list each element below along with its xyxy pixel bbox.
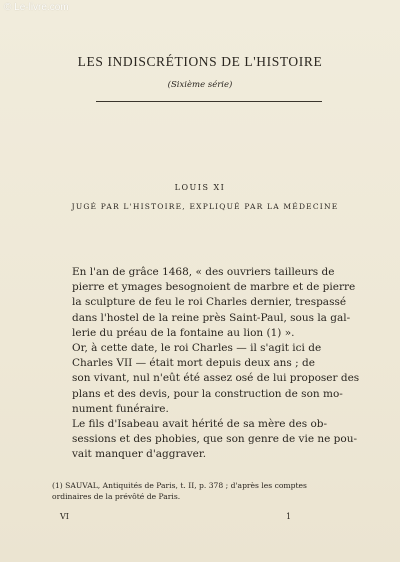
paragraph-1 [52,265,356,341]
footnote-line: ordinaires de la prévôté de Paris. [52,492,181,501]
text-line: lerie du préau de la fontaine au lion (1) ». [72,326,295,339]
text-line: plans et des devis, pour la construction de son mo- [72,387,343,400]
text-line: la sculpture de feu le roi Charles dernier, trespassé [72,296,347,309]
text-line: pierre et ymages besognoient de marbre et de pierre [72,281,356,294]
text-line: Le fils d'Isabeau avait hérité de sa mère des ob- [72,418,328,431]
text-line: sessions et des phobies, que son genre de vie ne pou- [72,433,358,446]
text-line: Charles VII — était mort depuis deux ans ; de [72,357,315,370]
page-number: 1 [286,512,292,521]
page-title: LES INDISCRÉTIONS DE L'HISTOIRE [77,54,323,69]
watermark: © Le-livre.com [4,2,69,13]
title-rule [96,101,322,102]
footnote-line: (1) SAUVAL, Antiquités de Paris, t. II, p. 378 ; d'après les comptes [52,481,307,490]
chapter-title: LOUIS XI [174,183,226,192]
page-subtitle: (Sixième série) [167,80,233,90]
footnotes [52,480,342,502]
paragraph-3 [52,417,358,463]
text-line: vait manquer d'aggraver. [72,448,207,461]
text-line: En l'an de grâce 1468, « des ouvriers tailleurs de [72,266,335,278]
text-line: Or, à cette date, le roi Charles — il s'agit ici de [72,342,322,355]
text-line: nument funéraire. [72,402,169,415]
printer-signature: VI [60,512,69,521]
text-line: son vivant, nul n'eût été assez osé de lui proposer des [72,372,360,385]
chapter-subtitle: JUGÉ PAR L'HISTOIRE, EXPLIQUÉ PAR LA MÉDECINE [71,202,339,211]
paragraph-2 [52,341,360,417]
body-text [52,265,360,463]
text-line: dans l'hostel de la reine près Saint-Paul, sous la gal- [72,311,351,324]
